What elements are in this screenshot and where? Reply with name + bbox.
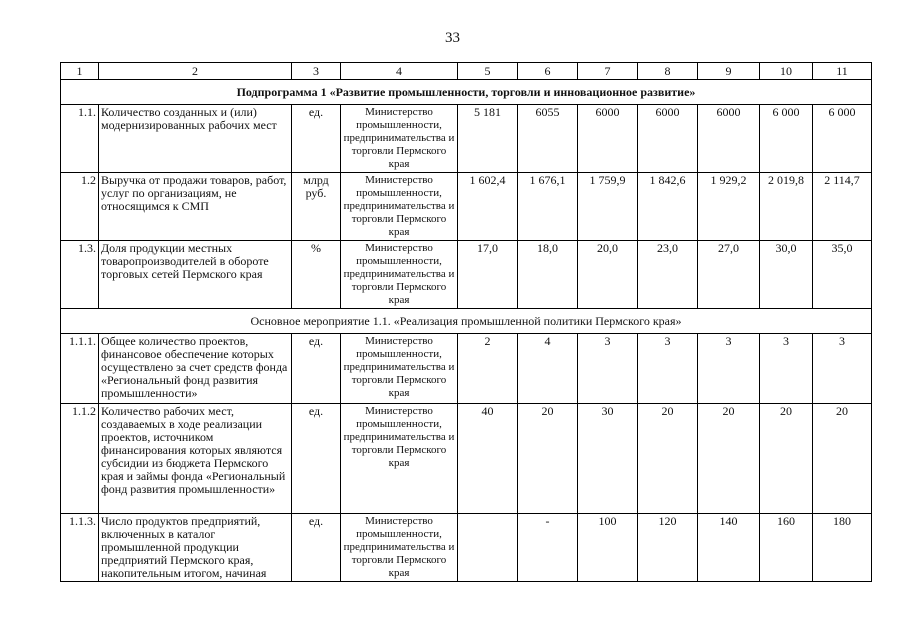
row-responsible: Министерство промышленности, предпринимательства и торговли Пермского края bbox=[341, 334, 458, 404]
table-row bbox=[61, 173, 872, 241]
row-code: 1.1. bbox=[61, 105, 99, 173]
row-value: 1 842,6 bbox=[638, 173, 698, 241]
row-value: 120 bbox=[638, 514, 698, 582]
column-number: 7 bbox=[578, 63, 638, 80]
table-row bbox=[61, 514, 872, 582]
row-unit: ед. bbox=[292, 334, 341, 404]
row-value: 30,0 bbox=[760, 241, 813, 309]
row-value: 100 bbox=[578, 514, 638, 582]
row-indicator-name: Количество рабочих мест, создаваемых в ходе реализации проектов, источником финансирования которых являются субсидии из бюджета Пермского края и займы фонда «Региональный фонд развития промышленности» bbox=[99, 404, 292, 514]
row-value: 1 929,2 bbox=[698, 173, 760, 241]
row-value: 20 bbox=[518, 404, 578, 514]
row-value: 1 759,9 bbox=[578, 173, 638, 241]
row-value: 40 bbox=[458, 404, 518, 514]
row-value: 6000 bbox=[578, 105, 638, 173]
row-responsible: Министерство промышленности, предпринимательства и торговли Пермского края bbox=[341, 404, 458, 514]
row-value: 17,0 bbox=[458, 241, 518, 309]
row-value: 3 bbox=[578, 334, 638, 404]
row-value bbox=[458, 514, 518, 582]
row-indicator-name: Общее количество проектов, финансовое обеспечение которых осуществлено за счет средств фонда «Региональный фонд развития промышленности» bbox=[99, 334, 292, 404]
row-value: 3 bbox=[813, 334, 872, 404]
row-value: 140 bbox=[698, 514, 760, 582]
main-activity-title: Основное мероприятие 1.1. «Реализация промышленной политики Пермского края» bbox=[61, 309, 872, 334]
row-responsible: Министерство промышленности, предпринимательства и торговли Пермского края bbox=[341, 173, 458, 241]
row-value: 2 114,7 bbox=[813, 173, 872, 241]
row-value: 6 000 bbox=[813, 105, 872, 173]
row-responsible: Министерство промышленности, предпринимательства и торговли Пермского края bbox=[341, 105, 458, 173]
row-indicator-name: Выручка от продажи товаров, работ, услуг по организациям, не относящимся к СМП bbox=[99, 173, 292, 241]
row-value: 3 bbox=[760, 334, 813, 404]
row-value: 30 bbox=[578, 404, 638, 514]
row-code: 1.1.2 bbox=[61, 404, 99, 514]
column-number: 6 bbox=[518, 63, 578, 80]
row-value: 6055 bbox=[518, 105, 578, 173]
row-unit: ед. bbox=[292, 514, 341, 582]
row-value: 18,0 bbox=[518, 241, 578, 309]
row-unit: ед. bbox=[292, 105, 341, 173]
column-number: 2 bbox=[99, 63, 292, 80]
row-value: 20 bbox=[813, 404, 872, 514]
row-indicator-name: Число продуктов предприятий, включенных в каталог промышленной продукции предприятий Пермского края, накопительным итогом, начиная bbox=[99, 514, 292, 582]
row-value: 3 bbox=[638, 334, 698, 404]
row-unit: ед. bbox=[292, 404, 341, 514]
indicators-table bbox=[60, 62, 872, 582]
row-value: 160 bbox=[760, 514, 813, 582]
column-number: 1 bbox=[61, 63, 99, 80]
row-unit: млрд руб. bbox=[292, 173, 341, 241]
row-value: 6000 bbox=[638, 105, 698, 173]
column-number: 9 bbox=[698, 63, 760, 80]
row-code: 1.1.3. bbox=[61, 514, 99, 582]
row-value: 3 bbox=[698, 334, 760, 404]
column-number: 5 bbox=[458, 63, 518, 80]
row-value: - bbox=[518, 514, 578, 582]
column-number: 11 bbox=[813, 63, 872, 80]
column-number: 10 bbox=[760, 63, 813, 80]
row-code: 1.3. bbox=[61, 241, 99, 309]
subprogram-row bbox=[61, 80, 872, 105]
column-number: 3 bbox=[292, 63, 341, 80]
table-row bbox=[61, 241, 872, 309]
row-value: 20 bbox=[638, 404, 698, 514]
column-number-row bbox=[61, 63, 872, 80]
row-value: 4 bbox=[518, 334, 578, 404]
row-value: 2 019,8 bbox=[760, 173, 813, 241]
row-value: 5 181 bbox=[458, 105, 518, 173]
table-row bbox=[61, 404, 872, 514]
main-activity-row bbox=[61, 309, 872, 334]
row-value: 2 bbox=[458, 334, 518, 404]
row-value: 20 bbox=[760, 404, 813, 514]
row-code: 1.2 bbox=[61, 173, 99, 241]
row-code: 1.1.1. bbox=[61, 334, 99, 404]
row-responsible: Министерство промышленности, предпринимательства и торговли Пермского края bbox=[341, 241, 458, 309]
row-value: 35,0 bbox=[813, 241, 872, 309]
row-value: 180 bbox=[813, 514, 872, 582]
row-value: 20 bbox=[698, 404, 760, 514]
row-value: 6000 bbox=[698, 105, 760, 173]
row-value: 1 676,1 bbox=[518, 173, 578, 241]
table-row bbox=[61, 334, 872, 404]
row-value: 6 000 bbox=[760, 105, 813, 173]
row-responsible: Министерство промышленности, предпринимательства и торговли Пермского края bbox=[341, 514, 458, 582]
row-value: 1 602,4 bbox=[458, 173, 518, 241]
row-value: 27,0 bbox=[698, 241, 760, 309]
row-indicator-name: Количество созданных и (или) модернизированных рабочих мест bbox=[99, 105, 292, 173]
column-number: 4 bbox=[341, 63, 458, 80]
column-number: 8 bbox=[638, 63, 698, 80]
row-indicator-name: Доля продукции местных товаропроизводителей в обороте торговых сетей Пермского края bbox=[99, 241, 292, 309]
table-row bbox=[61, 105, 872, 173]
subprogram-title: Подпрограмма 1 «Развитие промышленности, торговли и инновационное развитие» bbox=[61, 80, 872, 105]
page-number: 33 bbox=[445, 30, 460, 46]
row-value: 23,0 bbox=[638, 241, 698, 309]
row-unit: % bbox=[292, 241, 341, 309]
row-value: 20,0 bbox=[578, 241, 638, 309]
